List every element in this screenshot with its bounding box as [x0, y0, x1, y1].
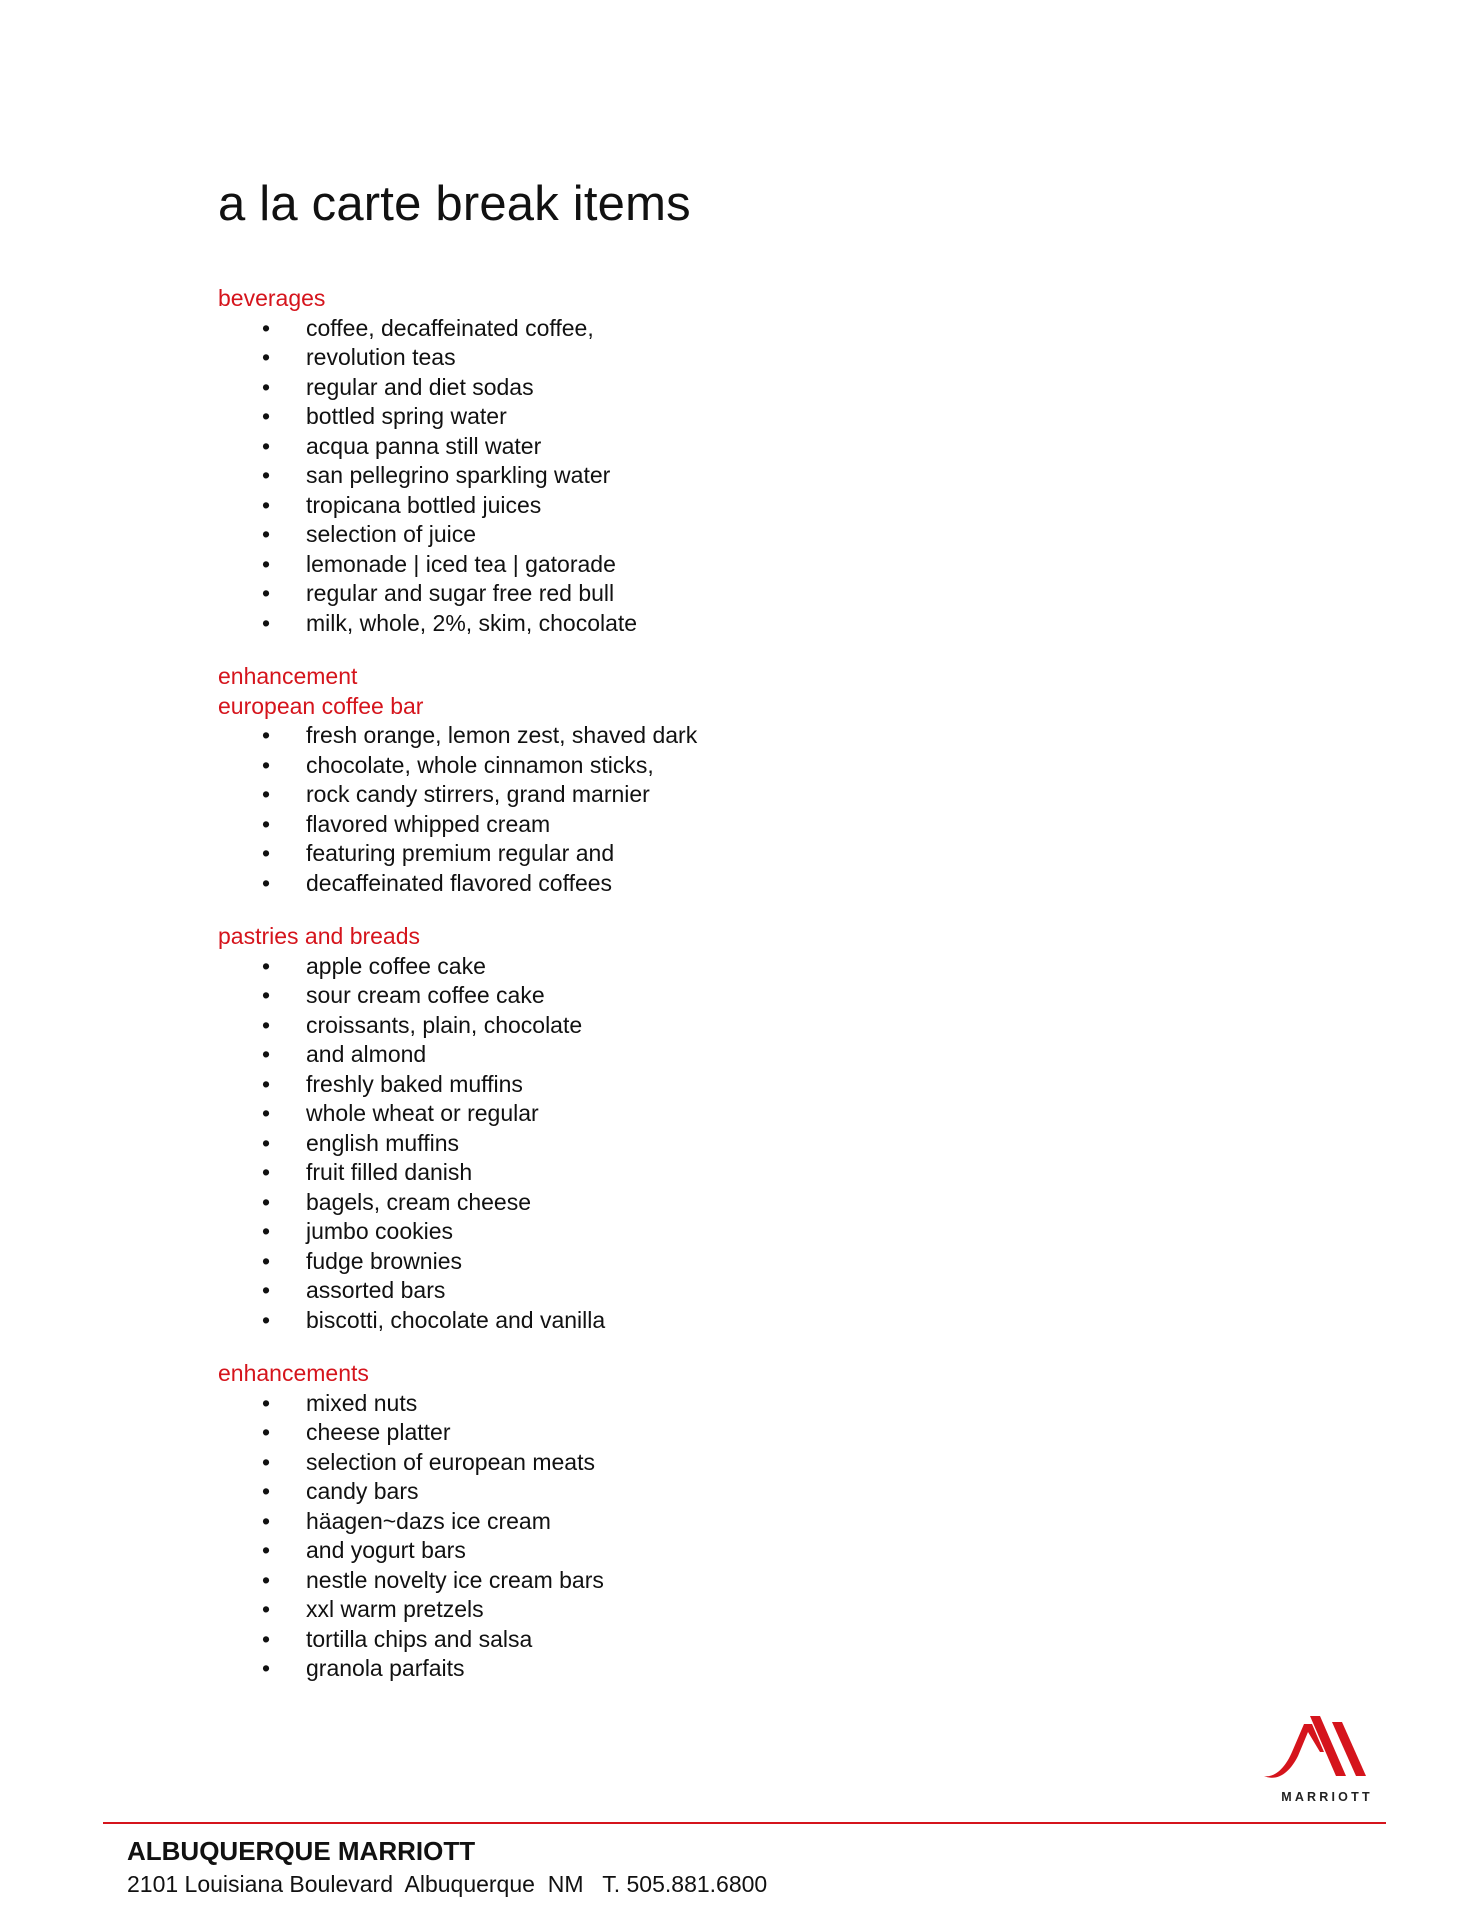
list-item — [218, 1158, 1118, 1188]
list-item-text: revolution teas — [306, 344, 456, 370]
list-item — [218, 1566, 1118, 1596]
bullet-icon: • — [262, 1507, 271, 1534]
marriott-wordmark: MARRIOTT — [1281, 1790, 1373, 1804]
bullet-icon: • — [262, 580, 271, 606]
list-item-text: croissants, plain, chocolate — [306, 1011, 583, 1038]
list-item-text: fudge brownies — [306, 1247, 462, 1274]
list-item — [218, 1276, 1118, 1306]
list-item — [218, 1306, 1118, 1336]
bullet-icon: • — [262, 521, 271, 547]
bullet-icon: • — [262, 1537, 271, 1563]
hotel-address: 2101 Louisiana Boulevard Albuquerque NM T. 505.881.6800 — [127, 1871, 768, 1897]
list-item — [218, 1389, 1118, 1419]
list-item — [218, 1247, 1118, 1277]
list-item — [218, 520, 1118, 550]
footer-divider — [103, 1822, 1386, 1824]
list-item — [218, 461, 1118, 491]
list-item-text: coffee, decaffeinated coffee, — [306, 314, 594, 341]
list-item-text: selection of juice — [306, 521, 477, 547]
bullet-icon: • — [262, 314, 271, 341]
menu-section — [218, 1359, 1118, 1684]
bullet-icon: • — [262, 1247, 271, 1274]
list-item-text: and yogurt bars — [306, 1537, 466, 1563]
list-item-text: milk, whole, 2%, skim, chocolate — [306, 609, 638, 636]
list-item-text: mixed nuts — [306, 1389, 418, 1416]
list-item — [218, 751, 1118, 781]
list-item — [218, 1011, 1118, 1041]
list-item — [218, 1099, 1118, 1129]
bullet-icon: • — [262, 751, 271, 778]
list-item-text: jumbo cookies — [306, 1218, 454, 1244]
bullet-icon: • — [262, 1188, 271, 1215]
item-list — [218, 314, 1118, 639]
bullet-icon: • — [262, 373, 271, 400]
list-item-text: regular and diet sodas — [306, 373, 534, 400]
section-heading: enhancements — [218, 1360, 369, 1386]
marriott-m-icon — [1262, 1712, 1392, 1790]
bullet-icon: • — [262, 462, 271, 488]
list-item — [218, 981, 1118, 1011]
list-item-text: featuring premium regular and — [306, 840, 615, 866]
list-item — [218, 952, 1118, 982]
list-item-text: flavored whipped cream — [306, 810, 551, 837]
menu-section — [218, 662, 1118, 898]
list-item — [218, 343, 1118, 373]
bullet-icon: • — [262, 869, 271, 896]
list-item-text: bottled spring water — [306, 403, 507, 429]
list-item — [218, 432, 1118, 462]
list-item-text: regular and sugar free red bull — [306, 580, 615, 606]
list-item-text: rock candy stirrers, grand marnier — [306, 781, 650, 807]
bullet-icon: • — [262, 1011, 271, 1038]
list-item-text: whole wheat or regular — [306, 1100, 539, 1126]
list-item — [218, 314, 1118, 344]
list-item-text: granola parfaits — [306, 1655, 465, 1681]
list-item-text: candy bars — [306, 1478, 419, 1504]
item-list — [218, 1389, 1118, 1684]
list-item-text: selection of european meats — [306, 1448, 595, 1475]
list-item-text: decaffeinated flavored coffees — [306, 869, 613, 896]
bullet-icon: • — [262, 344, 271, 370]
bullet-icon: • — [262, 432, 271, 459]
list-item-text: sour cream coffee cake — [306, 982, 545, 1008]
section-heading: european coffee bar — [218, 692, 424, 719]
section-heading: enhancement — [218, 663, 358, 689]
bullet-icon: • — [262, 982, 271, 1008]
list-item-text: acqua panna still water — [306, 432, 542, 459]
bullet-icon: • — [262, 1070, 271, 1097]
marriott-logo — [1262, 1712, 1392, 1808]
bullet-icon: • — [262, 1277, 271, 1303]
list-item — [218, 1625, 1118, 1655]
bullet-icon: • — [262, 550, 271, 577]
list-item — [218, 1536, 1118, 1566]
list-item-text: fruit filled danish — [306, 1159, 473, 1185]
bullet-icon: • — [262, 1596, 271, 1622]
bullet-icon: • — [262, 722, 271, 748]
item-list — [218, 721, 1118, 898]
list-item-text: tropicana bottled juices — [306, 491, 542, 518]
list-item-text: bagels, cream cheese — [306, 1188, 532, 1215]
bullet-icon: • — [262, 781, 271, 807]
menu-section — [218, 284, 1118, 638]
list-item-text: chocolate, whole cinnamon sticks, — [306, 751, 654, 778]
list-item — [218, 1654, 1118, 1684]
list-item-text: san pellegrino sparkling water — [306, 462, 611, 488]
bullet-icon: • — [262, 840, 271, 866]
bullet-icon: • — [262, 810, 271, 837]
bullet-icon: • — [262, 1306, 271, 1333]
list-item — [218, 1507, 1118, 1537]
bullet-icon: • — [262, 1159, 271, 1185]
bullet-icon: • — [262, 1419, 271, 1445]
list-item — [218, 609, 1118, 639]
list-item — [218, 1040, 1118, 1070]
list-item-text: freshly baked muffins — [306, 1070, 523, 1097]
list-item-text: xxl warm pretzels — [306, 1596, 484, 1622]
list-item-text: tortilla chips and salsa — [306, 1625, 533, 1652]
list-item-text: apple coffee cake — [306, 952, 486, 979]
list-item — [218, 402, 1118, 432]
list-item — [218, 1217, 1118, 1247]
list-item — [218, 373, 1118, 403]
list-item — [218, 721, 1118, 751]
bullet-icon: • — [262, 1129, 271, 1156]
bullet-icon: • — [262, 1655, 271, 1681]
list-item-text: assorted bars — [306, 1277, 446, 1303]
bullet-icon: • — [262, 1100, 271, 1126]
list-item — [218, 1188, 1118, 1218]
bullet-icon: • — [262, 1448, 271, 1475]
list-item — [218, 1477, 1118, 1507]
bullet-icon: • — [262, 491, 271, 518]
bullet-icon: • — [262, 609, 271, 636]
bullet-icon: • — [262, 1566, 271, 1593]
list-item-text: fresh orange, lemon zest, shaved dark — [306, 722, 698, 748]
menu-section — [218, 922, 1118, 1335]
bullet-icon: • — [262, 1218, 271, 1244]
section-heading: pastries and breads — [218, 923, 421, 949]
list-item — [218, 491, 1118, 521]
list-item-text: english muffins — [306, 1129, 459, 1156]
bullet-icon: • — [262, 1389, 271, 1416]
list-item-text: cheese platter — [306, 1419, 451, 1445]
list-item-text: lemonade | iced tea | gatorade — [306, 550, 616, 577]
bullet-icon: • — [262, 1625, 271, 1652]
item-list — [218, 952, 1118, 1336]
list-item — [218, 550, 1118, 580]
section-heading: beverages — [218, 285, 326, 311]
list-item — [218, 1129, 1118, 1159]
bullet-icon: • — [262, 952, 271, 979]
bullet-icon: • — [262, 1041, 271, 1067]
list-item — [218, 1418, 1118, 1448]
list-item — [218, 780, 1118, 810]
page-title: a la carte break items — [218, 177, 691, 231]
list-item-text: häagen~dazs ice cream — [306, 1507, 551, 1534]
bullet-icon: • — [262, 403, 271, 429]
list-item — [218, 1595, 1118, 1625]
list-item — [218, 869, 1118, 899]
list-item — [218, 839, 1118, 869]
list-item-text: and almond — [306, 1041, 427, 1067]
list-item — [218, 810, 1118, 840]
list-item — [218, 1070, 1118, 1100]
menu-content — [218, 284, 1118, 1708]
list-item-text: biscotti, chocolate and vanilla — [306, 1306, 606, 1333]
list-item — [218, 1448, 1118, 1478]
hotel-name: ALBUQUERQUE MARRIOTT — [127, 1836, 476, 1866]
bullet-icon: • — [262, 1478, 271, 1504]
list-item-text: nestle novelty ice cream bars — [306, 1566, 604, 1593]
list-item — [218, 579, 1118, 609]
